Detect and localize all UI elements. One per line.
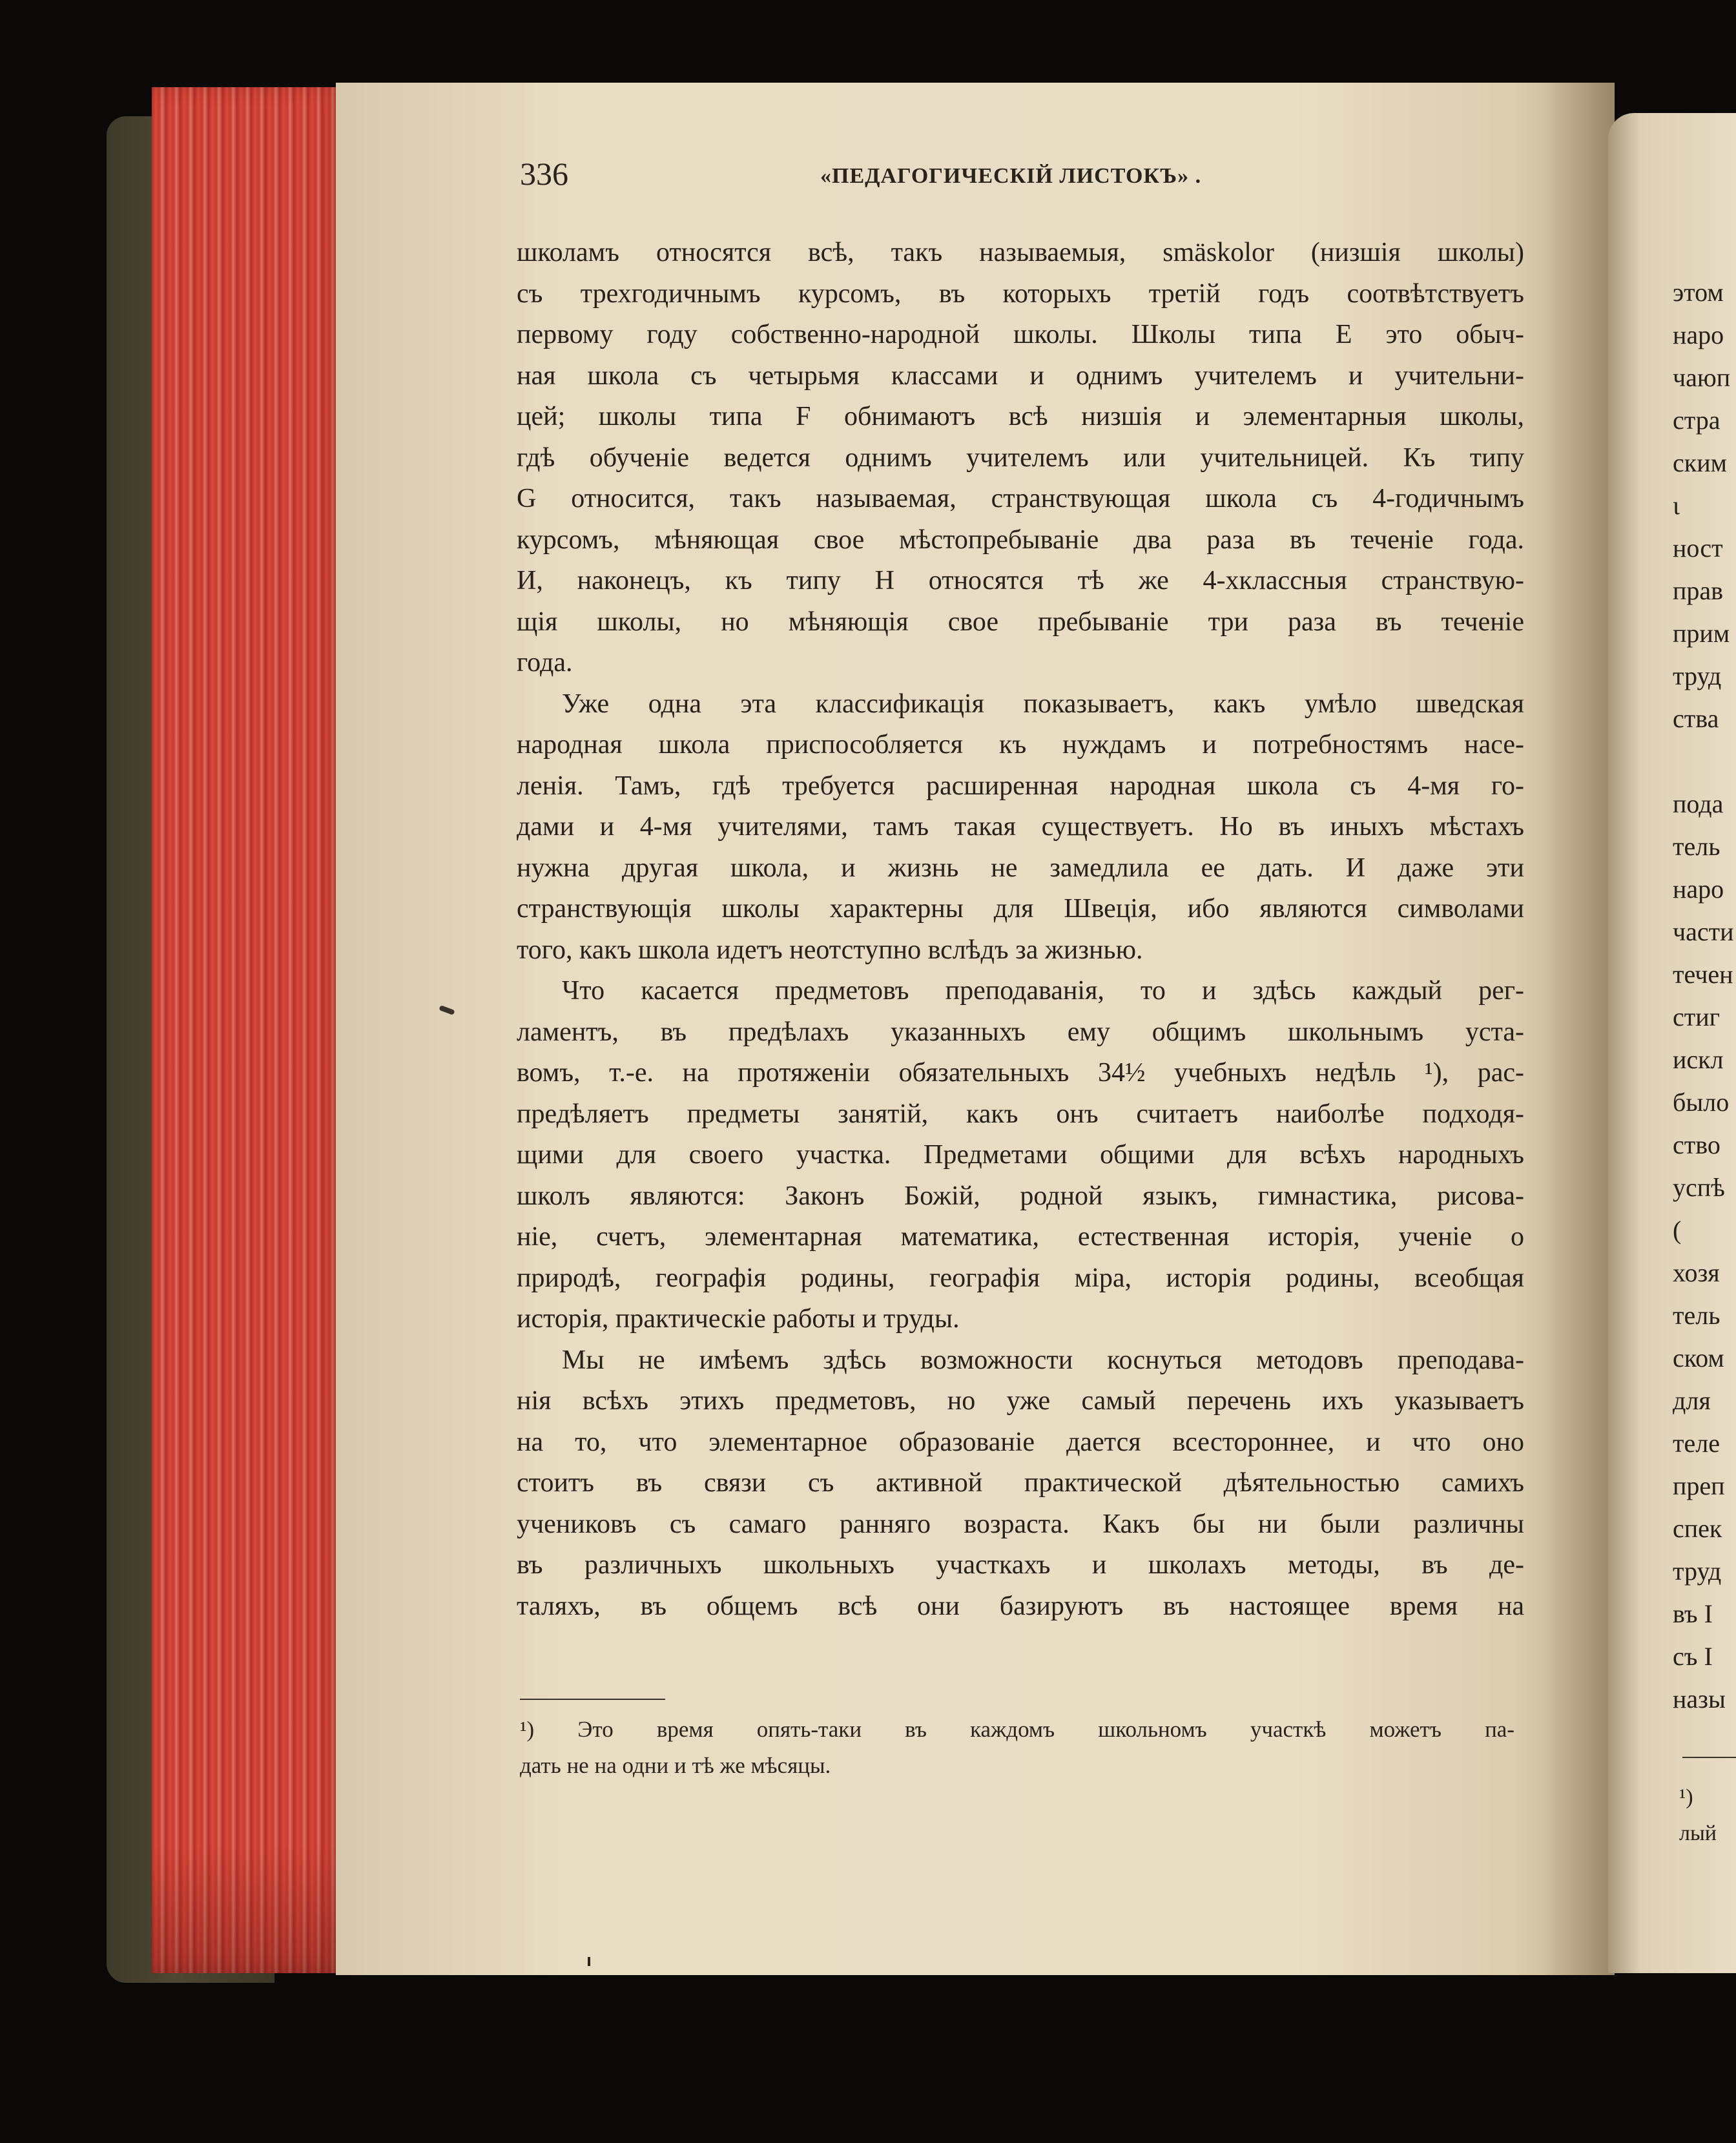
- right-text-line: тель: [1673, 1301, 1720, 1330]
- right-text-line: для: [1673, 1386, 1711, 1415]
- text-line: И, наконецъ, къ типу Н относятся тѣ же 4-хклассныя странствую-: [517, 566, 1524, 595]
- page-number: 336: [520, 156, 568, 192]
- right-text-line: прав: [1673, 576, 1724, 605]
- right-text-line: труд: [1673, 661, 1722, 690]
- right-text-line: въ I: [1673, 1599, 1713, 1628]
- right-text-line: тель: [1673, 832, 1720, 861]
- right-text-line: искл: [1673, 1045, 1724, 1074]
- text-line: учениковъ съ самаго ранняго возраста. Какъ бы ни были различны: [517, 1509, 1524, 1539]
- text-line: нія всѣхъ этихъ предметовъ, но уже самый перечень ихъ указываетъ: [517, 1386, 1524, 1416]
- right-text-line: успѣ: [1673, 1173, 1725, 1202]
- right-text-line: части: [1673, 917, 1734, 946]
- right-text-line: наро: [1673, 875, 1724, 904]
- text-line: школъ являются: Законъ Божій, родной языкъ, гимнастика, рисова-: [517, 1181, 1524, 1211]
- text-line: ная школа съ четырьмя классами и однимъ учителемъ и учительни-: [517, 360, 1524, 391]
- text-line: щія школы, но мѣняющія свое пребываніе три раза въ теченіе: [517, 606, 1524, 637]
- right-text-line: прим: [1673, 619, 1730, 648]
- right-footnote-divider: [1682, 1757, 1736, 1758]
- right-page-text: [1673, 271, 1736, 1721]
- right-text-line: (: [1673, 1216, 1682, 1245]
- footnote-line: дать не на одни и тѣ же мѣсяцы.: [520, 1753, 831, 1778]
- right-text-line: стра: [1673, 406, 1720, 435]
- footnote-line: ¹) Это время опять-таки въ каждомъ школьномъ участкѣ можетъ па-: [520, 1717, 1514, 1742]
- text-line: съ трехгодичнымъ курсомъ, въ которыхъ третій годъ соотвѣтствуетъ: [517, 278, 1524, 309]
- right-text-line: течен: [1673, 960, 1733, 989]
- right-text-line: назы: [1673, 1684, 1726, 1713]
- right-text-line: этом: [1673, 278, 1724, 307]
- text-line: вомъ, т.-е. на протяженіи обязательныхъ 34½ учебныхъ недѣль ¹), рас-: [517, 1058, 1524, 1088]
- text-line: странствующія школы характерны для Швеція, ибо являются символами: [517, 894, 1524, 924]
- right-text-line: спек: [1673, 1514, 1722, 1543]
- footnote: [520, 1712, 1514, 1784]
- text-line: G относится, такъ называемая, странствующая школа съ 4-годичнымъ: [517, 484, 1524, 513]
- text-line: нужна другая школа, и жизнь не замедлила ее дать. И даже эти: [517, 853, 1524, 883]
- right-text-line: ском: [1673, 1343, 1724, 1372]
- right-text-line: чаюп: [1673, 363, 1731, 392]
- right-text-line: наро: [1673, 320, 1724, 349]
- right-text-line: труд: [1673, 1557, 1722, 1586]
- right-text-line: пода: [1673, 789, 1724, 818]
- right-text-line: ност: [1673, 533, 1723, 563]
- right-text-line: преп: [1673, 1471, 1725, 1500]
- right-text-line: ства: [1673, 704, 1719, 733]
- body-text: [517, 233, 1524, 1627]
- right-text-line: съ I: [1673, 1642, 1713, 1671]
- page-edges: [152, 87, 346, 1973]
- text-line: щими для своего участка. Предметами общими для всѣхъ народныхъ: [517, 1140, 1524, 1170]
- right-footnote-line: лый: [1679, 1821, 1717, 1845]
- text-line: таляхъ, въ общемъ всѣ они базируютъ въ настоящее время на: [517, 1591, 1524, 1621]
- text-line: исторія, практическіе работы и труды.: [517, 1304, 960, 1334]
- right-page-footnote: [1679, 1779, 1736, 1852]
- text-line: ленія. Тамъ, гдѣ требуется расширенная народная школа съ 4-мя го-: [517, 771, 1524, 801]
- text-line: года.: [517, 648, 573, 678]
- text-line: на то, что элементарное образованіе дается всестороннее, и что оно: [517, 1427, 1524, 1457]
- text-line: дами и 4-мя учителями, тамъ такая существуетъ. Но въ иныхъ мѣстахъ: [517, 812, 1524, 842]
- text-line: первому году собственно-народной школы. Школы типа Е это обыч-: [517, 320, 1524, 349]
- right-text-line: стиг: [1673, 1002, 1720, 1031]
- right-footnote-line: ¹): [1679, 1785, 1693, 1809]
- text-line: Что касается предметовъ преподаванія, то и здѣсь каждый рег-: [562, 976, 1524, 1006]
- text-line: курсомъ, мѣняющая свое мѣстопребываніе два раза въ теченіе года.: [517, 524, 1524, 555]
- text-line: ніе, счетъ, элементарная математика, естественная исторія, ученіе о: [517, 1222, 1524, 1252]
- text-line: народная школа приспособляется къ нуждамъ и потребностямъ насе-: [517, 730, 1524, 760]
- right-text-line: было: [1673, 1088, 1730, 1117]
- text-line: стоитъ въ связи съ активной практической дѣятельностью самихъ: [517, 1468, 1524, 1498]
- text-line: того, какъ школа идетъ неотступно вслѣдъ за жизнью.: [517, 935, 1143, 965]
- text-line: предѣляетъ предметы занятій, какъ онъ считаетъ наиболѣе подходя-: [517, 1099, 1524, 1129]
- right-text-line: ι: [1673, 491, 1680, 520]
- footnote-divider: [520, 1699, 665, 1700]
- text-line: въ различныхъ школьныхъ участкахъ и школахъ методы, въ де-: [517, 1550, 1524, 1580]
- page-header: [520, 155, 1527, 194]
- text-line: гдѣ обученіе ведется однимъ учителемъ или учительницей. Къ типу: [517, 442, 1524, 473]
- text-line: природѣ, географія родины, географія міра, исторія родины, всеобщая: [517, 1263, 1524, 1293]
- right-text-line: ским: [1673, 448, 1727, 477]
- text-line: Мы не имѣемъ здѣсь возможности коснуться методовъ преподава-: [562, 1345, 1524, 1375]
- right-text-line: хозя: [1673, 1258, 1720, 1287]
- right-text-line: [1673, 740, 1736, 783]
- right-text-line: ство: [1673, 1130, 1720, 1159]
- running-title: «ПЕДАГОГИЧЕСКIЙ ЛИСТОКЪ» .: [820, 164, 1202, 188]
- text-line: ламентъ, въ предѣлахъ указанныхъ ему общимъ школьнымъ уста-: [517, 1017, 1524, 1047]
- text-line: цей; школы типа F обнимаютъ всѣ низшія и элементарныя школы,: [517, 402, 1524, 431]
- text-line: Уже одна эта классификація показываетъ, какъ умѣло шведская: [562, 688, 1524, 719]
- ink-spot: [588, 1957, 590, 1966]
- text-line: школамъ относятся всѣ, такъ называемыя, smäskolor (низшія школы): [517, 238, 1524, 267]
- right-text-line: теле: [1673, 1429, 1720, 1458]
